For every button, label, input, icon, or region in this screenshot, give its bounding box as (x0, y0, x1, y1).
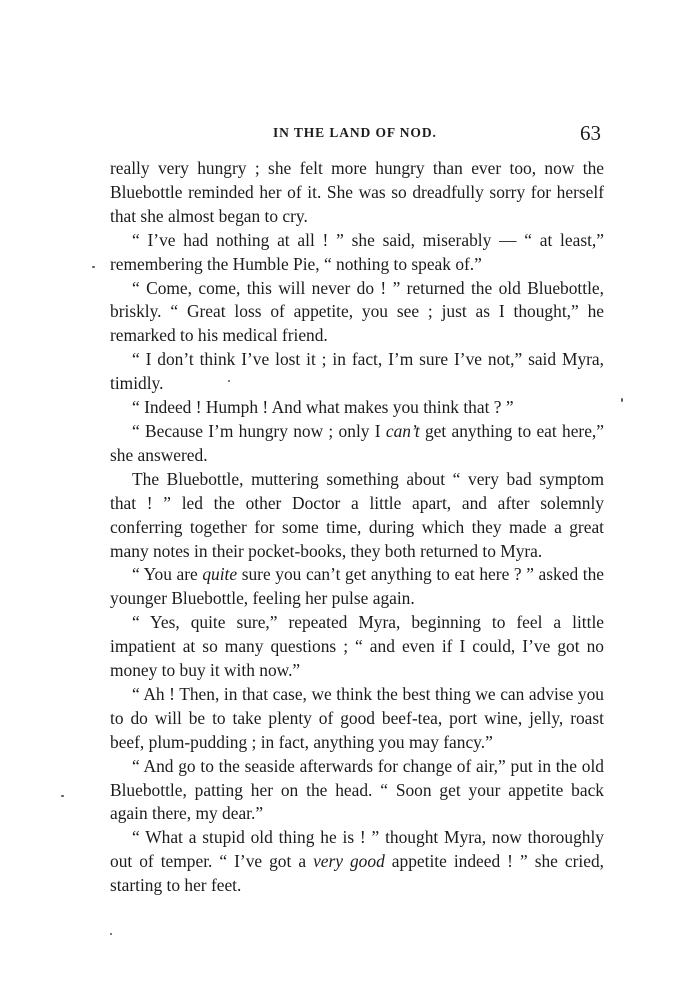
print-speck (228, 380, 230, 382)
text-run: “ What a stupid old thing he is ! ” thought Myra, now thoroughly out of temper. “ I’ve got a (110, 827, 604, 872)
paragraph (110, 826, 604, 898)
running-head (0, 121, 697, 145)
paragraph (110, 348, 604, 396)
text-run: sure you can’t get anything to eat here ? ” asked the younger Bluebottle, feeling her pulse again. (110, 564, 604, 609)
text-run: The Bluebottle, muttering something about “ very bad symptom that ! ” led the other Doctor a little apart, and after solemnly conferring together for some time, during which they made a great many notes in their pocket-books, they both returned to Myra. (110, 468, 604, 561)
text-run: “ Because I’m hungry now ; only I (132, 420, 386, 441)
text-run: “ I’ve had nothing at all ! ” she said, miserably — “ at least,” remembering the Humble Pie, “ nothing to speak of.” (110, 229, 604, 274)
text-run: “ I don’t think I’ve lost it ; in fact, I’m sure I’ve not,” said Myra, timidly. (110, 349, 604, 394)
text-run: get anything to eat here,” she answered. (110, 420, 604, 465)
print-speck (621, 398, 623, 402)
print-speck (92, 266, 95, 268)
print-speck (110, 933, 112, 935)
paragraph (110, 157, 604, 229)
page-number: 63 (580, 121, 601, 145)
text-run: “ Come, come, this will never do ! ” returned the old Bluebottle, briskly. “ Great loss of appetite, you see ; just as I thought,” he remarked to his medical friend. (110, 277, 604, 346)
paragraph (110, 563, 604, 611)
paragraph (110, 396, 604, 420)
paragraph (110, 683, 604, 755)
paragraph (110, 420, 604, 468)
text-run: “ And go to the seaside afterwards for change of air,” put in the old Bluebottle, patting her on the head. “ Soon get your appetite back again there, my dear.” (110, 755, 604, 824)
text-run: “ Indeed ! Humph ! And what makes you think that ? ” (132, 397, 514, 418)
print-speck (61, 795, 64, 797)
text-run: “ You are (132, 564, 203, 585)
italic-emphasis: can’t (385, 420, 420, 441)
running-title: IN THE LAND OF NOD. (273, 125, 437, 140)
paragraph (110, 611, 604, 683)
body-text (110, 157, 604, 898)
text-run: “ Ah ! Then, in that case, we think the best thing we can advise you to do will be to take plenty of good beef-tea, port wine, jelly, roast beef, plum-pudding ; in fact, anything you may fancy.” (110, 683, 604, 752)
italic-emphasis: quite (202, 564, 238, 585)
italic-emphasis: very good (313, 851, 385, 872)
paragraph (110, 229, 604, 277)
paragraph (110, 277, 604, 349)
text-run: appetite indeed ! ” she cried, starting to her feet. (110, 851, 604, 896)
text-run: “ Yes, quite sure,” repeated Myra, beginning to feel a little impatient at so many questions ; “ and even if I could, I’ve got no money to buy it with now.” (110, 612, 604, 681)
paragraph (110, 755, 604, 827)
text-run: really very hungry ; she felt more hungry than ever too, now the Bluebottle reminded her of it. She was so dreadfully sorry for herself that she almost began to cry. (110, 158, 604, 226)
paragraph (110, 468, 604, 564)
